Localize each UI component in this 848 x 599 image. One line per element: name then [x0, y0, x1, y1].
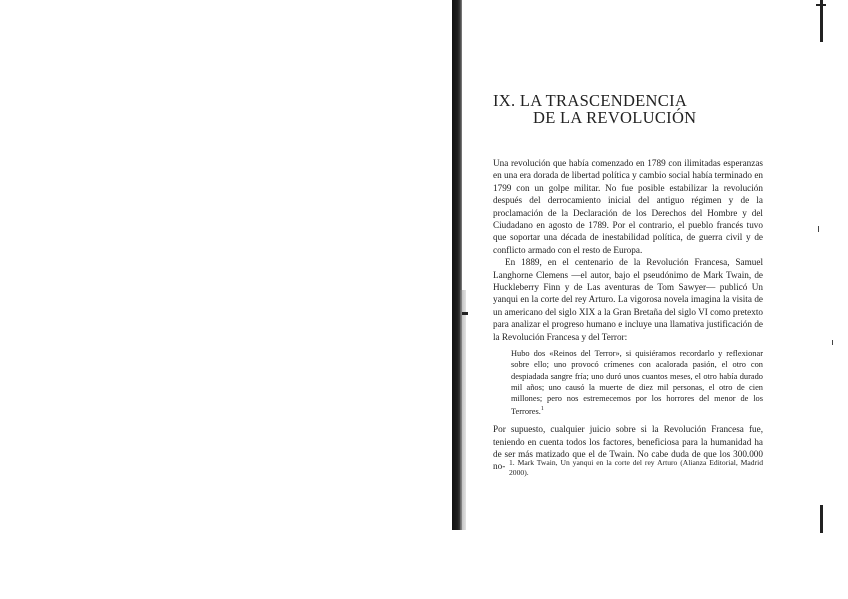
spine-mark: [462, 312, 468, 315]
spine-edge-shadow: [460, 290, 466, 530]
top-right-margin-mark: [820, 0, 823, 42]
chapter-title-line1: IX. LA TRASCENDENCIA: [493, 91, 688, 110]
footnote: [493, 458, 763, 478]
paragraph-1: Una revolución que había comenzado en 1789 con ilimitadas esperanzas en una era dorada de libertad política y cambio social había terminado en 1799 con un golpe militar. No fue posible estabilizar la revolución después del derrocamiento inicial del antiguo régimen y de la proclamación de la Declaración de los Derechos del Hombre y del Ciudadano en agosto de 1789. Por el contrario, el pueblo francés tuvo que soportar una década de inestabilidad política, de guerra civil y de conflicto armado con el resto de Europa.: [493, 158, 763, 255]
paragraph-2: En 1889, en el centenario de la Revolución Francesa, Samuel Langhorne Clemens —el autor, bajo el pseudónimo de Mark Twain, de Huckleberry Finn y de Las aventuras de Tom Sawyer— publicó Un yanqui en la corte del rey Arturo. La vigorosa novela imagina la visita de un americano del siglo XIX a la Gran Bretaña del siglo VI como pretexto para analizar el progreso humano e incluye una llamativa justificación de la Revolución Francesa y del Terror:: [493, 257, 763, 342]
block-quote: [511, 348, 763, 417]
chapter-title: [493, 92, 813, 126]
bottom-right-margin-mark: [820, 505, 823, 533]
chapter-title-line2: DE LA REVOLUCIÓN: [533, 108, 697, 127]
block-quote-text: Hubo dos «Reinos del Terror», si quisiéramos recordarlo y reflexionar sobre ello; uno provocó crímenes con acalorada pasión, el otro con despiadada sangre fría; uno duró unos cuantos meses, el otro había durado mil años; uno causó la muerte de diez mil personas, el otro de cien millones; pero nos estremecemos por los horrores del menor de los Terrores.: [511, 349, 763, 416]
footnote-text: 1. Mark Twain, Un yanqui en la corte del rey Arturo (Alianza Editorial, Madrid 2000).: [509, 458, 763, 477]
right-margin-speck-2: [832, 340, 833, 345]
right-margin-speck: [818, 226, 819, 232]
paragraph-3: Por supuesto, cualquier juicio sobre si la Revolución Francesa fue, teniendo en cuenta todos los factores, beneficiosa para la humanidad ha de ser más matizado que el de Twain. No cabe duda de que los 300.000 no-: [493, 424, 763, 472]
top-right-margin-mark-2: [816, 4, 826, 6]
chapter-body: [493, 157, 763, 473]
footnote-reference: 1: [540, 406, 544, 413]
